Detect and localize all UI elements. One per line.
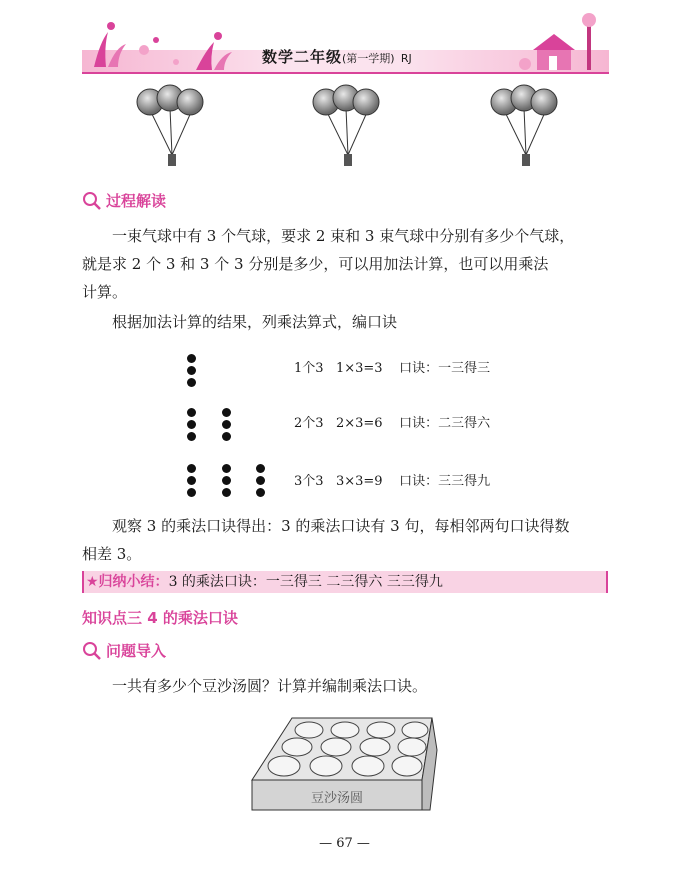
dot [187, 488, 196, 497]
dot [187, 366, 196, 375]
dot [187, 476, 196, 485]
dot [256, 476, 265, 485]
tray-label: 豆沙汤圆 [310, 791, 364, 806]
observation-paragraph [82, 512, 610, 568]
page-number: — 67 — [319, 836, 370, 851]
house-tree-decoration-icon [507, 8, 607, 74]
knowledge-point-heading: 知识点三 4 的乘法口诀 [82, 609, 238, 627]
dot [256, 464, 265, 473]
section-heading-text: 问题导入 [106, 642, 167, 660]
equation-line: 3个3 3×3=9 口诀：三三得九 [294, 474, 491, 489]
paragraph-line: 一共有多少个豆沙汤圆？计算并编制乘法口诀。 [112, 677, 428, 695]
header-title [262, 46, 412, 67]
balloon-bunch-icon [491, 85, 557, 166]
equation-line: 1个3 1×3=3 口诀：一三得三 [294, 361, 491, 376]
question-text [82, 672, 610, 700]
balloon-bunch-icon [137, 85, 203, 166]
dot [222, 488, 231, 497]
paragraph-line: 计算。 [82, 283, 128, 301]
dot [222, 408, 231, 417]
balloon-bunches-illustration [130, 80, 570, 170]
summary-box [82, 571, 608, 593]
magnifier-icon [82, 641, 102, 661]
book-edition: RJ [400, 52, 412, 65]
paragraph-line: 就是求 2 个 3 和 3 个 3 分别是多少，可以用加法计算，也可以用乘法 [82, 255, 549, 273]
summary-tag: ★归纳小结： [86, 574, 169, 590]
dot [187, 420, 196, 429]
book-title: 数学二年级 [262, 48, 343, 66]
magnifier-icon [82, 191, 102, 211]
process-paragraph [82, 222, 610, 306]
dot [187, 408, 196, 417]
summary-text: 3 的乘法口诀：一三得三 二三得六 三三得九 [168, 574, 443, 590]
flower-decoration-icon [86, 12, 236, 72]
dot [187, 354, 196, 363]
book-subtitle: (第一学期) [342, 52, 395, 65]
dot [222, 464, 231, 473]
dot [187, 378, 196, 387]
section-heading-text: 过程解读 [106, 192, 167, 210]
paragraph-line: 相差 3。 [82, 545, 142, 563]
dot [187, 432, 196, 441]
page-header [82, 8, 609, 78]
instruction-text [82, 308, 610, 336]
dot [187, 464, 196, 473]
dot [222, 432, 231, 441]
dot [256, 488, 265, 497]
equation-line: 2个3 2×3=6 口诀：二三得六 [294, 416, 491, 431]
paragraph-line: 一束气球中有 3 个气球，要求 2 束和 3 束气球中分别有多少个气球， [112, 227, 575, 245]
paragraph-line: 观察 3 的乘法口诀得出：3 的乘法口诀有 3 句，每相邻两句口诀得数 [112, 517, 570, 535]
tangyuan-tray-illustration [232, 710, 452, 825]
section-heading-process [82, 190, 166, 211]
dot [222, 476, 231, 485]
dot [222, 420, 231, 429]
balloon-bunch-icon [313, 85, 379, 166]
section-heading-intro [82, 640, 166, 661]
paragraph-line: 根据加法计算的结果，列乘法算式，编口诀 [112, 313, 398, 331]
